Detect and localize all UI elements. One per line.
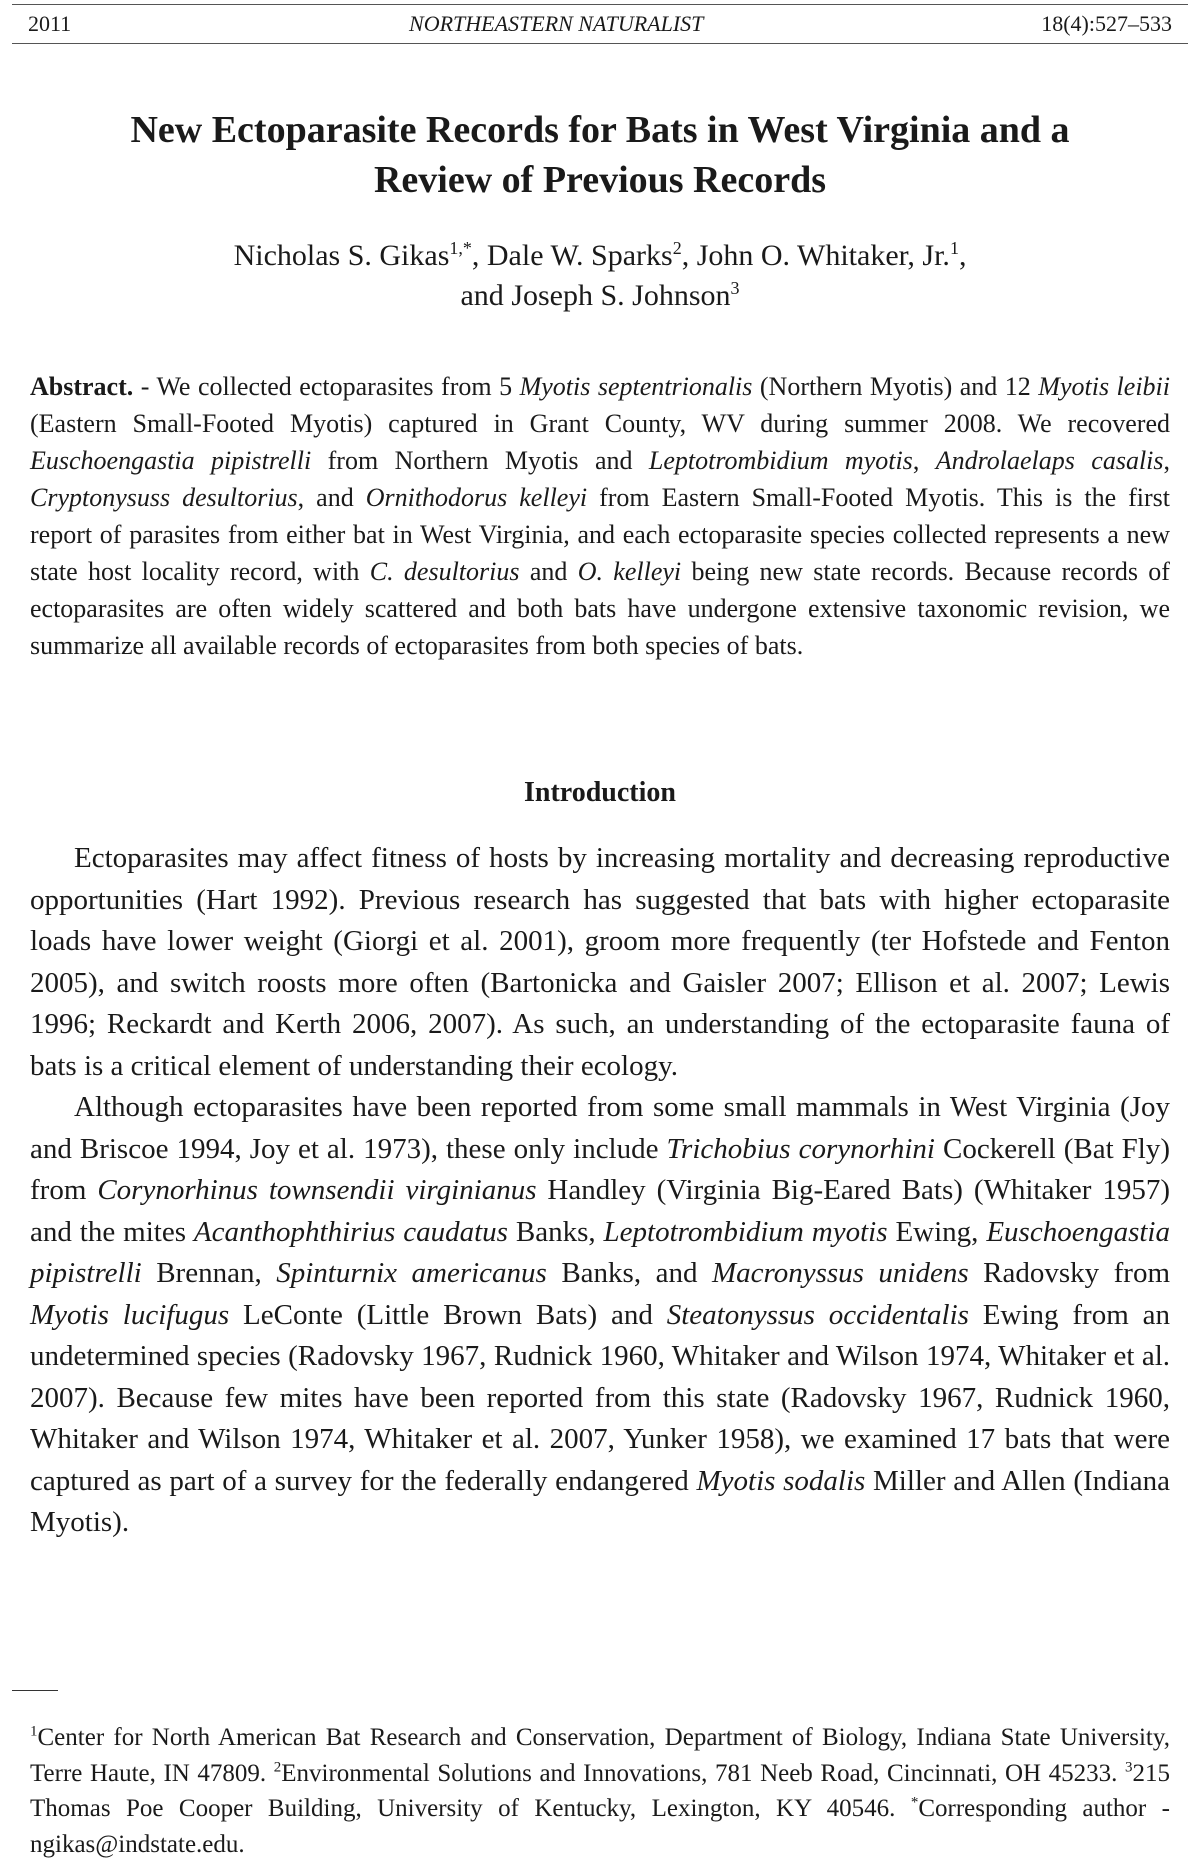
title-line-1: New Ectoparasite Records for Bats in West Virginia and a <box>130 109 1070 151</box>
author-name: John O. Whitaker, Jr. <box>696 239 950 272</box>
paragraph: Ectoparasites may affect fitness of hosts by increasing mortality and decreasing reproductive opportunities (Hart 1992). Previous research has suggested that bats with higher ectoparasite loads have lower weight (Giorgi et al. 2001), groom more frequently (ter Hofstede and Fenton 2005), and switch roosts more often (Bartonicka and Gaisler 2007; Ellison et al. 2007; Lewis 1996; Reckardt and Kerth 2006, 2007). As such, an understanding of the ectoparasite fauna of bats is a critical element of understanding their ecology. <box>30 842 1170 1082</box>
species-name: Trichobius corynorhini <box>666 1132 935 1165</box>
species-name: Acanthophthirius caudatus <box>193 1215 508 1248</box>
paper-title <box>0 105 1200 205</box>
species-name: Androlaelaps casalis <box>935 446 1164 475</box>
footnote: Environmental Solutions and Innovations, 781 Neeb Road, Cincinnati, OH 45233. <box>281 1759 1125 1787</box>
affiliation-marker: 1 <box>949 238 959 258</box>
species-name: Myotis septentrionalis <box>519 372 753 401</box>
author-name: Joseph S. Johnson <box>511 279 731 312</box>
footnote-divider <box>12 1690 58 1691</box>
species-name: Ornithodorus kelleyi <box>365 483 588 512</box>
species-name: C. desultorius <box>369 557 520 586</box>
species-name: Euschoengastia pipistrelli <box>30 446 312 475</box>
species-name: Leptotrombidium myotis <box>603 1215 888 1248</box>
abstract: Abstract. - We collected ectoparasites from 5 Myotis septentrionalis (Northern Myotis) and 12 Myotis leibii (Eastern Small-Footed Myotis) captured in Grant County, WV during summer 2008. We recovered Euschoengastia pipistrelli from Northern Myotis and Leptotrombidium myotis, Androlaelaps casalis, Cryptonysuss desultorius, and Ornithodorus kelleyi from Eastern Small-Footed Myotis. This is the first report of parasites from either bat in West Virginia, and each ectoparasite species collected represents a new state host locality record, with C. desultorius and O. kelleyi being new state records. Because records of ectoparasites are often widely scattered and both bats have undergone extensive taxonomic revision, we summarize all available records of ectoparasites from both species of bats. <box>30 372 1171 660</box>
running-head <box>12 4 1188 44</box>
affiliation-footnotes: $^1$Center for North American Bat Research and Conservation, Department of Biology, Indiana State University, Terre Haute, IN 47809. $^2$Environmental Solutions and Innovations, 781 Neeb Road, Cincinnati, OH 45233. $^3$215 Thomas Poe Cooper Building, University of Kentucky, Lexington, KY 40546. *Corresponding author - ngikas@indstate.edu. <box>30 1723 1170 1858</box>
species-name: Macronyssus unidens <box>711 1257 969 1289</box>
species-name: Corynorhinus townsendii virginianus <box>97 1174 537 1206</box>
species-name: Cryptonysuss desultorius <box>30 483 298 512</box>
abstract-label: Abstract. <box>30 372 134 401</box>
species-name: Myotis lucifugus <box>30 1298 230 1331</box>
footnote: 215 Thomas Poe Cooper Building, University of Kentucky, Lexington, KY 40546. <box>30 1759 1170 1822</box>
journal-name: NORTHEASTERN NATURALIST <box>409 11 704 36</box>
species-name: Myotis leibii <box>1038 372 1170 401</box>
author-name: Dale W. Sparks <box>486 239 673 272</box>
affiliation-marker: 3 <box>730 278 740 298</box>
species-name: Steatonyssus occidentalis <box>666 1298 969 1331</box>
section-heading-introduction: Introduction <box>524 777 676 808</box>
affiliation-marker: 2 <box>672 238 682 258</box>
author-name: Nicholas S. Gikas <box>233 239 450 272</box>
species-name: Myotis sodalis <box>696 1464 866 1497</box>
publication-year: 2011 <box>28 11 72 36</box>
volume-pages: 18(4):527–533 <box>1041 11 1172 36</box>
species-name: Euschoengastia pipistrelli <box>30 1215 1170 1289</box>
footnote: Center for North American Bat Research and Conservation, Department of Biology, Indiana State University, Terre Haute, IN 47809. <box>30 1724 1170 1787</box>
title-line-2: Review of Previous Records <box>373 159 827 201</box>
affiliation-marker: 1,* <box>449 238 472 258</box>
species-name: Leptotrombidium myotis <box>648 446 913 475</box>
introduction-body <box>30 838 1170 1544</box>
species-name: O. kelleyi <box>577 557 682 586</box>
paragraph: Although ectoparasites have been reported from some small mammals in West Virginia (Joy and Briscoe 1994, Joy et al. 1973), these only include Trichobius corynorhini Cockerell (Bat Fly) from Corynorhinus townsendii virginianus Handley (Virginia Big-Eared Bats) (Whitaker 1957) and the mites Acanthophthirius caudatus Banks, Leptotrombidium myotis Ewing, Euschoengastia pipistrelli Brennan, Spinturnix americanus Banks, and Macronyssus unidens Radovsky from Myotis lucifugus LeConte (Little Brown Bats) and Steatonyssus occidentalis Ewing from an undetermined species (Radovsky 1967, Rudnick 1960, Whitaker and Wilson 1974, Whitaker et al. 2007). Because few mites have been reported from this state (Radovsky 1967, Rudnick 1960, Whitaker and Wilson 1974, Whitaker et al. 2007, Yunker 1958), we examined 17 bats that were captured as part of a survey for the federally endangered Myotis sodalis Miller and Allen (Indiana Myotis). <box>30 1091 1171 1538</box>
species-name: Spinturnix americanus <box>276 1257 547 1289</box>
corresponding-author-note: Corresponding author - ngikas@indstate.edu. <box>30 1795 1170 1858</box>
author-list: Nicholas S. Gikas$^{1,*}$, Dale W. Sparks$^2$, John O. Whitaker, Jr.$^1$, and Joseph S. Johnson$^3$ <box>233 238 967 312</box>
